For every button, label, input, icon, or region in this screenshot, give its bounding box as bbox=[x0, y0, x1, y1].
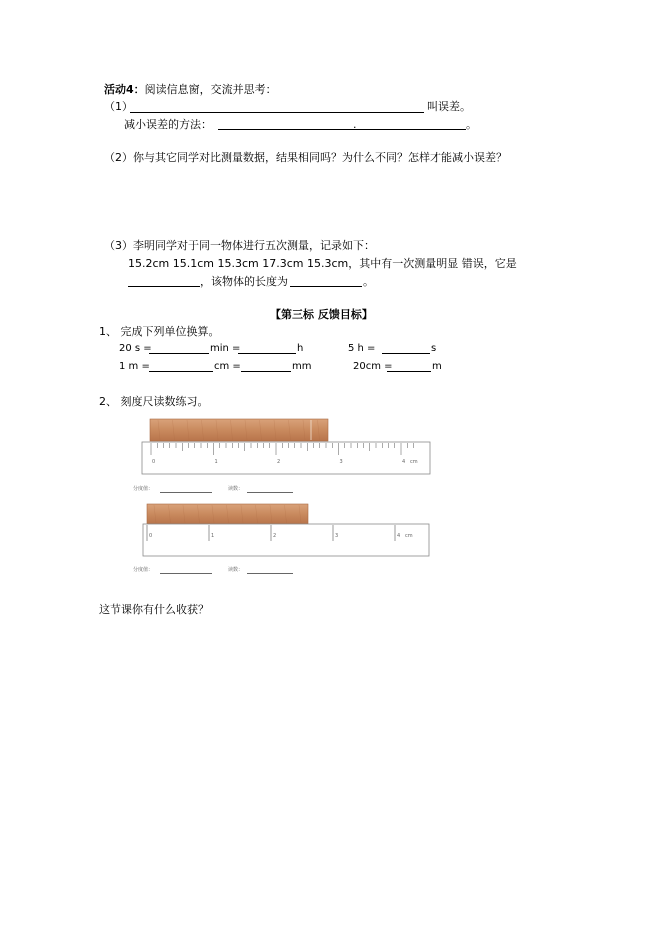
r2-b: cm = bbox=[214, 361, 241, 372]
ruler1-number: 3 bbox=[339, 459, 343, 465]
r1-d: 5 h = bbox=[348, 343, 376, 354]
ruler1-division-label: 分度值： bbox=[133, 486, 154, 492]
q3-line1: （3）李明同学对于同一物体进行五次测量，记录如下： bbox=[104, 239, 375, 252]
wood-block-1 bbox=[150, 419, 328, 441]
ruler2-division-label: 分度值： bbox=[133, 567, 154, 573]
q1-end: 。 bbox=[466, 118, 477, 131]
ruler1-division-blank[interactable] bbox=[160, 492, 212, 493]
ruler1-number: 4 bbox=[402, 459, 406, 465]
ruler1-reading-blank[interactable] bbox=[247, 492, 293, 493]
ruler2-number: 1 bbox=[211, 533, 215, 539]
ruler2-number: 0 bbox=[149, 533, 153, 539]
q1-number: （1） bbox=[104, 100, 133, 113]
r1-c: h bbox=[297, 343, 304, 354]
ruler-body-1 bbox=[142, 442, 430, 474]
q1-tail: 叫误差。 bbox=[427, 100, 471, 113]
ruler2-reading-label: 读数： bbox=[228, 567, 244, 573]
q1-answer-blank[interactable] bbox=[130, 112, 424, 113]
q3-error-blank[interactable] bbox=[128, 286, 200, 287]
r1-e: s bbox=[431, 343, 437, 354]
ruler1-reading-label: 读数： bbox=[228, 486, 244, 492]
r2-a: 1 m = bbox=[119, 361, 150, 372]
r1-blank3[interactable] bbox=[382, 353, 430, 354]
activity4-heading bbox=[104, 84, 277, 95]
q3-length-blank[interactable] bbox=[290, 286, 362, 287]
ruler2-division-blank[interactable] bbox=[160, 573, 212, 574]
ruler1-number: 2 bbox=[277, 459, 281, 465]
r2-blank3[interactable] bbox=[387, 371, 431, 372]
r1-blank1[interactable] bbox=[149, 353, 209, 354]
ruler1-number: 0 bbox=[152, 459, 156, 465]
q3-end: 。 bbox=[363, 275, 374, 288]
q3-mid: ，该物体的长度为 bbox=[200, 275, 288, 288]
ruler-diagram-1 bbox=[140, 418, 432, 476]
q1-method-label: 减小误差的方法： bbox=[124, 118, 212, 131]
r1-b: min = bbox=[210, 343, 241, 354]
r2-c: mm bbox=[292, 361, 312, 372]
q2-text: （2）你与其它同学对比测量数据，结果相同吗？为什么不同？怎样才能减小误差？ bbox=[104, 151, 507, 164]
r2-e: m bbox=[432, 361, 442, 372]
ruler-practice-title: 2、 刻度尺读数练习。 bbox=[99, 395, 209, 408]
ruler-diagram-2 bbox=[140, 503, 432, 557]
ruler2-number: 3 bbox=[335, 533, 339, 539]
ruler2-unit: cm bbox=[405, 533, 413, 539]
r2-d: 20cm = bbox=[353, 361, 393, 372]
unit-conversion-title: 1、 完成下列单位换算。 bbox=[99, 325, 220, 338]
ruler1-unit: cm bbox=[410, 459, 418, 465]
r2-blank2[interactable] bbox=[241, 371, 291, 372]
r1-a: 20 s = bbox=[119, 343, 152, 354]
ruler2-reading-blank[interactable] bbox=[247, 573, 293, 574]
ruler2-number: 2 bbox=[273, 533, 277, 539]
r2-blank1[interactable] bbox=[149, 371, 213, 372]
closing-question: 这节课你有什么收获？ bbox=[99, 603, 209, 616]
ruler2-number: 4 bbox=[397, 533, 401, 539]
q3-data: 15.2cm 15.1cm 15.3cm 17.3cm 15.3cm，其中有一次测量明显 错误，它是 bbox=[128, 257, 517, 270]
section3-heading: 【第三标 反馈目标】 bbox=[270, 308, 373, 321]
r1-blank2[interactable] bbox=[238, 353, 296, 354]
ruler-body-2 bbox=[143, 524, 429, 556]
activity4-intro: 阅读信息窗，交流并思考： bbox=[144, 83, 277, 96]
q1-method-blank[interactable] bbox=[218, 129, 466, 130]
activity4-title: 活动4： bbox=[104, 83, 145, 96]
q1-dot: . bbox=[353, 118, 357, 131]
ruler1-number: 1 bbox=[214, 459, 218, 465]
